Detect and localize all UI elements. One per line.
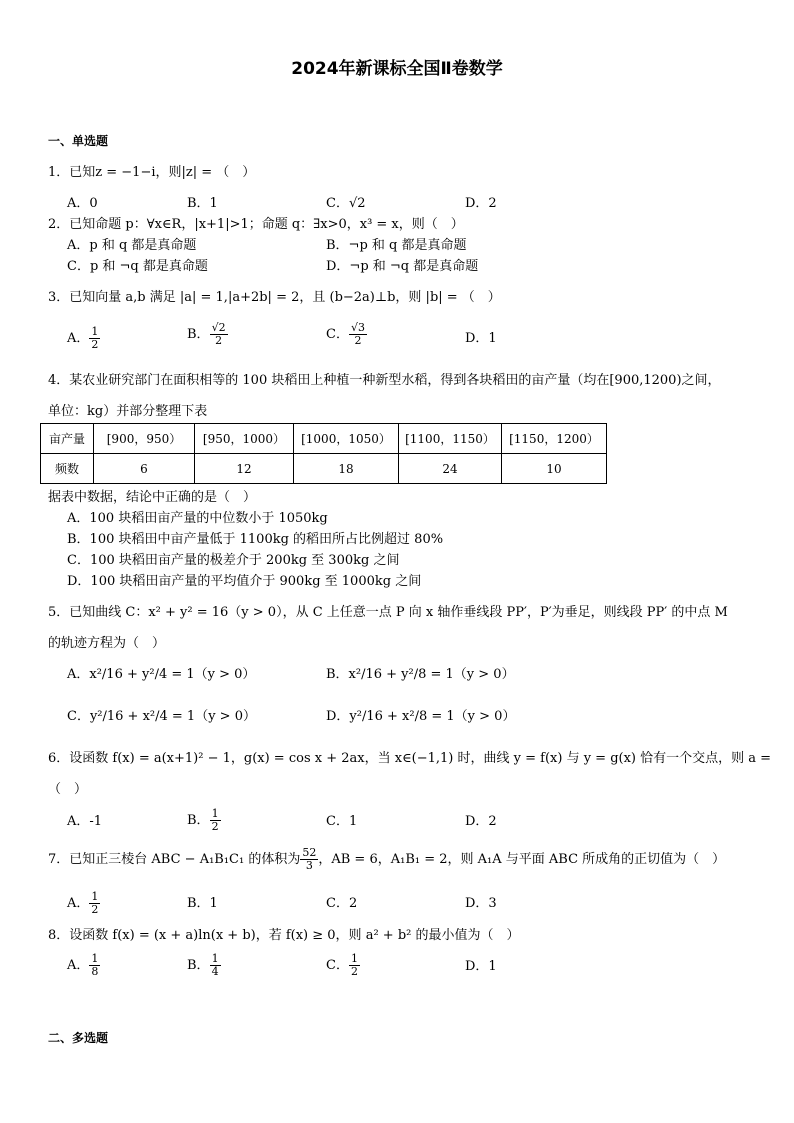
- q1-option-c[interactable]: C．√2: [326, 196, 366, 211]
- q7-stem-prefix: 7．已知正三棱台 ABC − A₁B₁C₁ 的体积为: [48, 852, 301, 868]
- question-5-stem-line2: 的轨迹方程为（ ）: [48, 636, 166, 651]
- q3-option-a[interactable]: [67, 326, 100, 351]
- q6-option-d[interactable]: D．2: [465, 814, 497, 829]
- question-2-stem: 2．已知命题 p：∀x∈R，|x+1|>1；命题 q：∃x>0，x³ = x，则（ ）: [48, 217, 464, 232]
- q7-volume-fraction: $\frac{52}{3}$: [302, 846, 317, 873]
- q5-option-d[interactable]: D．y²/16 + x²/8 = 1（y > 0）: [326, 709, 516, 724]
- q5-option-c[interactable]: C．y²/16 + x²/4 = 1（y > 0）: [67, 709, 256, 724]
- question-4-stem-line2: 单位：kg）并部分整理下表: [48, 404, 208, 419]
- question-4-stem-line3: 据表中数据，结论中正确的是（ ）: [48, 490, 257, 505]
- table-cell: 24: [399, 454, 502, 484]
- q8-option-b-fraction: $\frac{1}{4}$: [211, 952, 219, 979]
- q7-option-a[interactable]: [67, 891, 100, 916]
- yield-table: [40, 423, 607, 484]
- q1-option-a[interactable]: A．0: [67, 196, 98, 211]
- table-cell: 频数: [41, 454, 94, 484]
- q3-option-a-fraction: $\frac{1}{2}$: [91, 325, 99, 352]
- q3-option-c-label: C．: [326, 327, 349, 343]
- question-7-stem: [48, 847, 725, 872]
- table-header-cell: 亩产量: [41, 424, 94, 454]
- q4-option-d[interactable]: D．100 块稻田亩产量的平均值介于 900kg 至 1000kg 之间: [67, 574, 422, 589]
- q3-option-b[interactable]: [187, 322, 228, 347]
- q5-option-b[interactable]: B．x²/16 + y²/8 = 1（y > 0）: [326, 667, 515, 682]
- q7-option-d[interactable]: D．3: [465, 896, 497, 911]
- q3-option-b-label: B．: [187, 327, 210, 343]
- question-6-stem-line2: （ ）: [48, 782, 88, 797]
- q2-option-b[interactable]: B．¬p 和 q 都是真命题: [326, 238, 467, 253]
- page-title: 2024年新课标全国Ⅱ卷数学: [291, 59, 503, 79]
- table-row: [41, 454, 607, 484]
- q6-option-c[interactable]: C．1: [326, 814, 358, 829]
- q8-option-c-label: C．: [326, 958, 349, 974]
- table-header-cell: [950，1000）: [195, 424, 294, 454]
- table-header-cell: [1000，1050）: [294, 424, 399, 454]
- q3-option-d[interactable]: D．1: [465, 331, 497, 346]
- q2-option-c[interactable]: C．p 和 ¬q 都是真命题: [67, 259, 208, 274]
- question-3-stem: 3．已知向量 a,b 满足 |a| = 1,|a+2b| = 2，且 (b−2a)⊥b，则 |b| = （ ）: [48, 290, 501, 305]
- table-cell: 6: [94, 454, 195, 484]
- q7-stem-suffix: ，AB = 6，A₁B₁ = 2，则 A₁A 与平面 ABC 所成角的正切值为（ ）: [318, 852, 726, 868]
- q4-option-a[interactable]: A．100 块稻田亩产量的中位数小于 1050kg: [67, 511, 328, 526]
- q1-option-b[interactable]: B．1: [187, 196, 218, 211]
- q8-option-a-label: A．: [67, 958, 90, 974]
- q2-option-a[interactable]: A．p 和 q 都是真命题: [67, 238, 197, 253]
- table-header-cell: [1100，1150）: [399, 424, 502, 454]
- q6-option-b-fraction: $\frac{1}{2}$: [211, 807, 219, 834]
- question-1-stem: 1．已知z = −1−i，则|z| = （ ）: [48, 165, 256, 180]
- q8-option-d[interactable]: D．1: [465, 959, 497, 974]
- q7-option-a-label: A．: [67, 896, 90, 912]
- table-cell: 18: [294, 454, 399, 484]
- question-8-stem: 8．设函数 f(x) = (x + a)ln(x + b)，若 f(x) ≥ 0，则 a² + b² 的最小值为（ ）: [48, 928, 520, 943]
- q8-option-c-fraction: $\frac{1}{2}$: [350, 952, 358, 979]
- q6-option-b[interactable]: [187, 808, 221, 833]
- table-header-cell: [1150，1200）: [502, 424, 607, 454]
- q7-option-c[interactable]: C．2: [326, 896, 358, 911]
- q3-option-c[interactable]: [326, 322, 367, 347]
- q1-option-d[interactable]: D．2: [465, 196, 497, 211]
- q4-option-b[interactable]: B．100 块稻田中亩产量低于 1100kg 的稻田所占比例超过 80%: [67, 532, 444, 547]
- question-6-stem-line1: 6．设函数 f(x) = a(x+1)² − 1，g(x) = cos x + 2ax，当 x∈(−1,1) 时，曲线 y = f(x) 与 y = g(x) 恰有一个交点，则 a =: [48, 751, 772, 766]
- q6-option-a[interactable]: A．-1: [67, 814, 103, 829]
- table-cell: 10: [502, 454, 607, 484]
- q8-option-a-fraction: $\frac{1}{8}$: [91, 952, 99, 979]
- q2-option-d[interactable]: D．¬p 和 ¬q 都是真命题: [326, 259, 479, 274]
- q4-option-c[interactable]: C．100 块稻田亩产量的极差介于 200kg 至 300kg 之间: [67, 553, 400, 568]
- q7-option-a-fraction: $\frac{1}{2}$: [91, 890, 99, 917]
- q8-option-b-label: B．: [187, 958, 210, 974]
- section-heading-single: 一、单选题: [48, 134, 109, 148]
- q8-option-b[interactable]: [187, 953, 221, 978]
- q7-option-b[interactable]: B．1: [187, 896, 218, 911]
- q8-option-a[interactable]: [67, 953, 100, 978]
- table-header-cell: [900，950）: [94, 424, 195, 454]
- question-5-stem-line1: 5．已知曲线 C：x² + y² = 16（y > 0），从 C 上任意一点 P 向 x 轴作垂线段 PP′，P′为垂足，则线段 PP′ 的中点 M: [48, 605, 728, 620]
- q3-option-a-label: A．: [67, 331, 90, 347]
- q5-option-a[interactable]: A．x²/16 + y²/4 = 1（y > 0）: [67, 667, 256, 682]
- table-cell: 12: [195, 454, 294, 484]
- section-heading-multi: 二、多选题: [48, 1031, 109, 1045]
- q3-option-c-fraction: $\frac{√3}{2}$: [350, 321, 365, 348]
- table-row: [41, 424, 607, 454]
- q3-option-b-fraction: $\frac{√2}{2}$: [211, 321, 226, 348]
- q8-option-c[interactable]: [326, 953, 360, 978]
- q6-option-b-label: B．: [187, 813, 210, 829]
- question-4-stem-line1: 4．某农业研究部门在面积相等的 100 块稻田上种植一种新型水稻，得到各块稻田的亩产量（均在[900,1200)之间，: [48, 373, 721, 388]
